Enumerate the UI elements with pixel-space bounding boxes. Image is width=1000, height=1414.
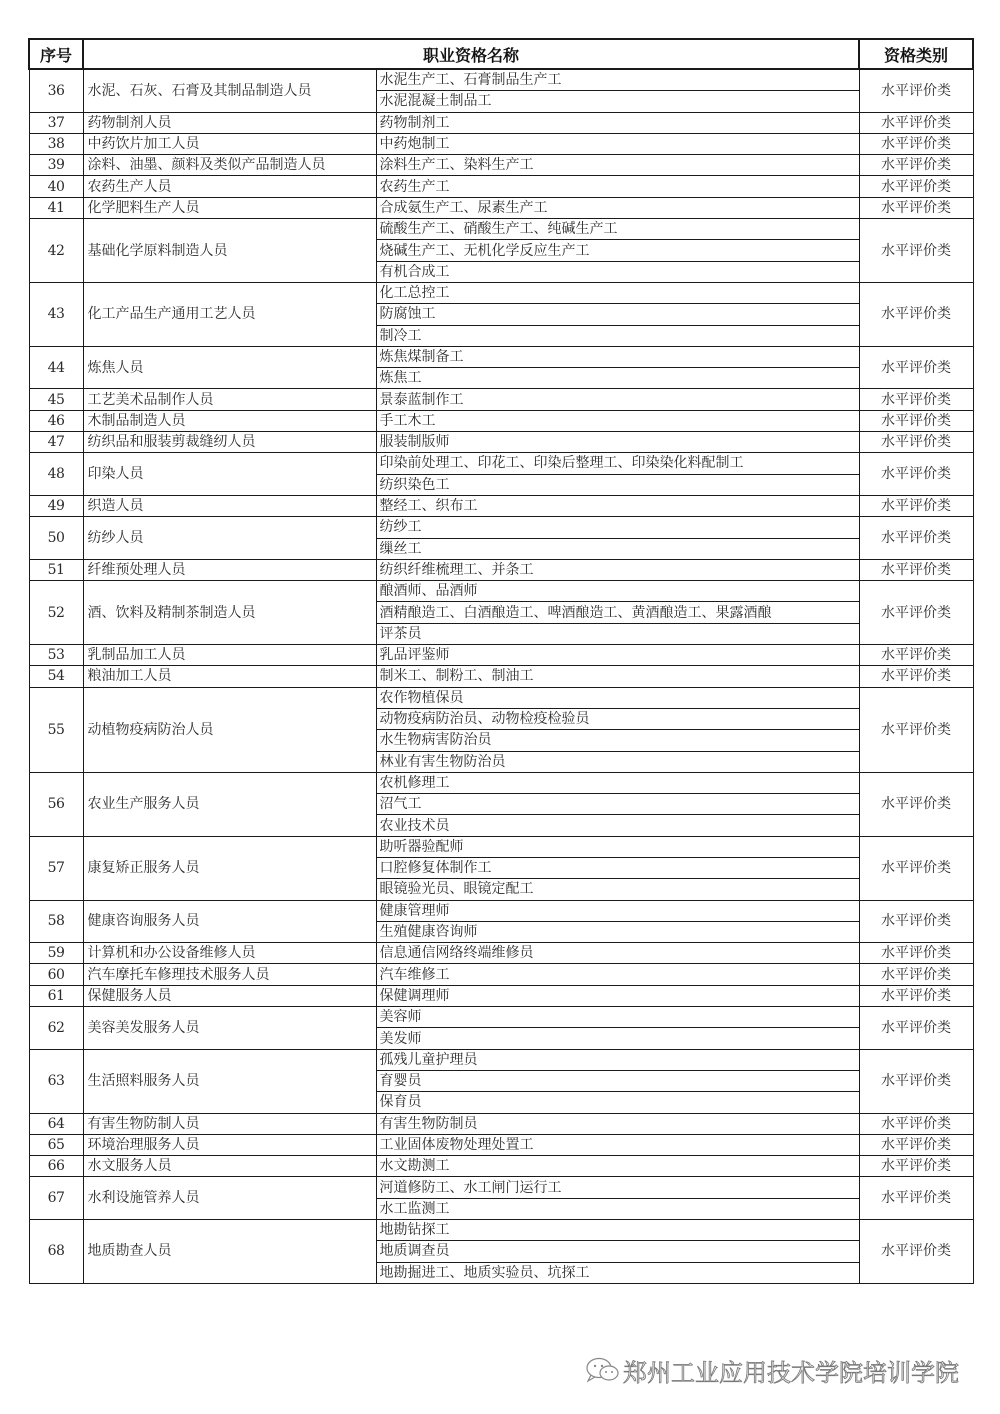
table-row — [29, 900, 973, 921]
table-row — [29, 176, 973, 197]
occupation-group: 环境治理服务人员 — [83, 1134, 376, 1155]
qualification-name: 中药炮制工 — [376, 133, 859, 154]
row-number: 46 — [29, 410, 83, 431]
qualification-name: 服装制版师 — [376, 432, 859, 453]
header-type: 资格类别 — [859, 39, 973, 69]
row-number: 64 — [29, 1113, 83, 1134]
qualification-category: 水平评价类 — [859, 453, 973, 496]
table-row — [29, 1156, 973, 1177]
qualification-name: 助听器验配师 — [376, 836, 859, 857]
qualification-category: 水平评价类 — [859, 112, 973, 133]
occupation-group: 印染人员 — [83, 453, 376, 496]
row-number: 53 — [29, 645, 83, 666]
qualification-name: 水文勘测工 — [376, 1156, 859, 1177]
table-row — [29, 432, 973, 453]
row-number: 61 — [29, 985, 83, 1006]
qualification-name: 生殖健康咨询师 — [376, 921, 859, 942]
row-number: 65 — [29, 1134, 83, 1155]
row-number: 44 — [29, 346, 83, 389]
occupation-group: 炼焦人员 — [83, 346, 376, 389]
qualification-category: 水平评价类 — [859, 282, 973, 346]
qualification-name: 水生物病害防治员 — [376, 730, 859, 751]
occupation-group: 织造人员 — [83, 495, 376, 516]
occupation-group: 健康咨询服务人员 — [83, 900, 376, 943]
qualification-category: 水平评价类 — [859, 389, 973, 410]
table-row — [29, 389, 973, 410]
table-row — [29, 410, 973, 431]
occupation-group: 汽车摩托车修理技术服务人员 — [83, 964, 376, 985]
qualification-name: 林业有害生物防治员 — [376, 751, 859, 772]
qualification-name: 药物制剂工 — [376, 112, 859, 133]
qualification-category: 水平评价类 — [859, 219, 973, 283]
occupation-group: 化学肥料生产人员 — [83, 197, 376, 218]
qualification-name: 缫丝工 — [376, 538, 859, 559]
qualification-name: 防腐蚀工 — [376, 304, 859, 325]
qualification-name: 炼焦工 — [376, 368, 859, 389]
occupation-group: 纤维预处理人员 — [83, 559, 376, 580]
qualification-name: 水泥混凝土制品工 — [376, 91, 859, 112]
table-row — [29, 1220, 973, 1241]
qualification-name: 地质调查员 — [376, 1241, 859, 1262]
qualification-category: 水平评价类 — [859, 1007, 973, 1050]
table-row — [29, 69, 973, 91]
qualification-category: 水平评价类 — [859, 155, 973, 176]
row-number: 60 — [29, 964, 83, 985]
table-row — [29, 985, 973, 1006]
occupation-group: 纺织品和服装剪裁缝纫人员 — [83, 432, 376, 453]
table-row — [29, 1007, 973, 1028]
qualification-name: 孤残儿童护理员 — [376, 1049, 859, 1070]
row-number: 54 — [29, 666, 83, 687]
header-no: 序号 — [29, 39, 83, 69]
qualification-category: 水平评价类 — [859, 432, 973, 453]
qualification-category: 水平评价类 — [859, 772, 973, 836]
qualification-name: 合成氨生产工、尿素生产工 — [376, 197, 859, 218]
row-number: 39 — [29, 155, 83, 176]
row-number: 48 — [29, 453, 83, 496]
qualification-name: 炼焦煤制备工 — [376, 346, 859, 367]
qualification-name: 评茶员 — [376, 623, 859, 644]
qualification-category: 水平评价类 — [859, 836, 973, 900]
row-number: 37 — [29, 112, 83, 133]
qualification-category: 水平评价类 — [859, 666, 973, 687]
occupation-group: 农药生产人员 — [83, 176, 376, 197]
occupation-group: 康复矫正服务人员 — [83, 836, 376, 900]
wechat-icon — [585, 1356, 621, 1384]
qualification-name: 有机合成工 — [376, 261, 859, 282]
table-row — [29, 453, 973, 474]
qualification-category: 水平评价类 — [859, 943, 973, 964]
occupation-group: 粮油加工人员 — [83, 666, 376, 687]
qualification-name: 水泥生产工、石膏制品生产工 — [376, 69, 859, 91]
header-name: 职业资格名称 — [83, 39, 859, 69]
row-number: 43 — [29, 282, 83, 346]
qualification-name: 制米工、制粉工、制油工 — [376, 666, 859, 687]
row-number: 42 — [29, 219, 83, 283]
row-number: 50 — [29, 517, 83, 560]
qualification-category: 水平评价类 — [859, 1134, 973, 1155]
table-row — [29, 964, 973, 985]
occupation-group: 纺纱人员 — [83, 517, 376, 560]
table-row — [29, 645, 973, 666]
row-number: 47 — [29, 432, 83, 453]
row-number: 56 — [29, 772, 83, 836]
qualification-category: 水平评价类 — [859, 346, 973, 389]
qualification-category: 水平评价类 — [859, 1113, 973, 1134]
occupation-group: 基础化学原料制造人员 — [83, 219, 376, 283]
qualification-name: 景泰蓝制作工 — [376, 389, 859, 410]
qualification-category: 水平评价类 — [859, 1220, 973, 1284]
qualification-name: 整经工、织布工 — [376, 495, 859, 516]
qualification-name: 农药生产工 — [376, 176, 859, 197]
qualification-category: 水平评价类 — [859, 1177, 973, 1220]
occupation-group: 中药饮片加工人员 — [83, 133, 376, 154]
row-number: 36 — [29, 69, 83, 112]
row-number: 66 — [29, 1156, 83, 1177]
occupation-group: 美容美发服务人员 — [83, 1007, 376, 1050]
table-row — [29, 517, 973, 538]
qualification-name: 农作物植保员 — [376, 687, 859, 708]
occupation-group: 化工产品生产通用工艺人员 — [83, 282, 376, 346]
occupation-group: 工艺美术品制作人员 — [83, 389, 376, 410]
table-row — [29, 155, 973, 176]
qualification-name: 涂料生产工、染料生产工 — [376, 155, 859, 176]
table-row — [29, 666, 973, 687]
row-number: 40 — [29, 176, 83, 197]
qualification-category: 水平评价类 — [859, 517, 973, 560]
qualification-name: 信息通信网络终端维修员 — [376, 943, 859, 964]
qualification-category: 水平评价类 — [859, 581, 973, 645]
occupation-group: 乳制品加工人员 — [83, 645, 376, 666]
qualification-name: 有害生物防制员 — [376, 1113, 859, 1134]
table-row — [29, 687, 973, 708]
row-number: 55 — [29, 687, 83, 772]
row-number: 62 — [29, 1007, 83, 1050]
table-row — [29, 346, 973, 367]
table-row — [29, 282, 973, 303]
qualification-category: 水平评价类 — [859, 687, 973, 772]
table-row — [29, 1134, 973, 1155]
qualification-name: 口腔修复体制作工 — [376, 857, 859, 878]
table-body — [29, 69, 973, 1283]
table-row — [29, 772, 973, 793]
qualification-name: 制冷工 — [376, 325, 859, 346]
occupation-group: 动植物疫病防治人员 — [83, 687, 376, 772]
row-number: 41 — [29, 197, 83, 218]
table-row — [29, 581, 973, 602]
qualification-category: 水平评价类 — [859, 964, 973, 985]
watermark — [585, 1355, 959, 1385]
qualification-name: 纺纱工 — [376, 517, 859, 538]
table-row — [29, 1049, 973, 1070]
row-number: 52 — [29, 581, 83, 645]
qualification-name: 酒精酿造工、白酒酿造工、啤酒酿造工、黄酒酿造工、果露酒酿 — [376, 602, 859, 623]
qualification-name: 农机修理工 — [376, 772, 859, 793]
row-number: 59 — [29, 943, 83, 964]
table-header-row — [29, 39, 973, 69]
table-row — [29, 943, 973, 964]
occupation-group: 地质勘查人员 — [83, 1220, 376, 1284]
qualification-category: 水平评价类 — [859, 559, 973, 580]
qualification-name: 硫酸生产工、硝酸生产工、纯碱生产工 — [376, 219, 859, 240]
qualification-category: 水平评价类 — [859, 176, 973, 197]
table-row — [29, 133, 973, 154]
qualification-name: 工业固体废物处理处置工 — [376, 1134, 859, 1155]
qualification-category: 水平评价类 — [859, 985, 973, 1006]
occupation-group: 药物制剂人员 — [83, 112, 376, 133]
qualification-name: 乳品评鉴师 — [376, 645, 859, 666]
table-row — [29, 1113, 973, 1134]
qualification-name: 美容师 — [376, 1007, 859, 1028]
table-row — [29, 112, 973, 133]
qualification-name: 河道修防工、水工闸门运行工 — [376, 1177, 859, 1198]
table-row — [29, 559, 973, 580]
table-row — [29, 197, 973, 218]
row-number: 68 — [29, 1220, 83, 1284]
row-number: 38 — [29, 133, 83, 154]
row-number: 58 — [29, 900, 83, 943]
occupation-group: 水泥、石灰、石膏及其制品制造人员 — [83, 69, 376, 112]
qualification-name: 沼气工 — [376, 794, 859, 815]
qualification-name: 眼镜验光员、眼镜定配工 — [376, 879, 859, 900]
occupation-group: 有害生物防制人员 — [83, 1113, 376, 1134]
table-row — [29, 1177, 973, 1198]
qualification-name: 地勘掘进工、地质实验员、坑探工 — [376, 1262, 859, 1283]
qualification-name: 美发师 — [376, 1028, 859, 1049]
qualification-category: 水平评价类 — [859, 645, 973, 666]
row-number: 49 — [29, 495, 83, 516]
qualification-name: 纺织染色工 — [376, 474, 859, 495]
qualification-name: 汽车维修工 — [376, 964, 859, 985]
qualification-name: 烧碱生产工、无机化学反应生产工 — [376, 240, 859, 261]
occupation-group: 涂料、油墨、颜料及类似产品制造人员 — [83, 155, 376, 176]
occupation-group: 保健服务人员 — [83, 985, 376, 1006]
qualification-category: 水平评价类 — [859, 495, 973, 516]
qualification-name: 地勘钻探工 — [376, 1220, 859, 1241]
table-row — [29, 219, 973, 240]
qualification-category: 水平评价类 — [859, 900, 973, 943]
qualification-category: 水平评价类 — [859, 133, 973, 154]
qualification-category: 水平评价类 — [859, 197, 973, 218]
qualification-name: 育婴员 — [376, 1070, 859, 1091]
qualification-name: 水工监测工 — [376, 1198, 859, 1219]
row-number: 45 — [29, 389, 83, 410]
qualification-category: 水平评价类 — [859, 410, 973, 431]
qualification-name: 纺织纤维梳理工、并条工 — [376, 559, 859, 580]
table-row — [29, 836, 973, 857]
occupation-group: 水利设施管养人员 — [83, 1177, 376, 1220]
occupation-group: 生活照料服务人员 — [83, 1049, 376, 1113]
qualification-name: 动物疫病防治员、动物检疫检验员 — [376, 708, 859, 729]
occupation-group: 木制品制造人员 — [83, 410, 376, 431]
qualification-category: 水平评价类 — [859, 69, 973, 112]
qualification-name: 健康管理师 — [376, 900, 859, 921]
row-number: 63 — [29, 1049, 83, 1113]
qualification-table — [28, 38, 974, 1284]
qualification-category: 水平评价类 — [859, 1156, 973, 1177]
qualification-name: 农业技术员 — [376, 815, 859, 836]
qualification-name: 酿酒师、品酒师 — [376, 581, 859, 602]
occupation-group: 农业生产服务人员 — [83, 772, 376, 836]
qualification-name: 化工总控工 — [376, 282, 859, 303]
watermark-text: 郑州工业应用技术学院培训学院 — [623, 1358, 959, 1387]
row-number: 51 — [29, 559, 83, 580]
qualification-name: 保健调理师 — [376, 985, 859, 1006]
qualification-name: 保育员 — [376, 1092, 859, 1113]
qualification-name: 印染前处理工、印花工、印染后整理工、印染染化料配制工 — [376, 453, 859, 474]
occupation-group: 酒、饮料及精制茶制造人员 — [83, 581, 376, 645]
qualification-category: 水平评价类 — [859, 1049, 973, 1113]
table-row — [29, 495, 973, 516]
occupation-group: 水文服务人员 — [83, 1156, 376, 1177]
occupation-group: 计算机和办公设备维修人员 — [83, 943, 376, 964]
qualification-name: 手工木工 — [376, 410, 859, 431]
row-number: 67 — [29, 1177, 83, 1220]
row-number: 57 — [29, 836, 83, 900]
